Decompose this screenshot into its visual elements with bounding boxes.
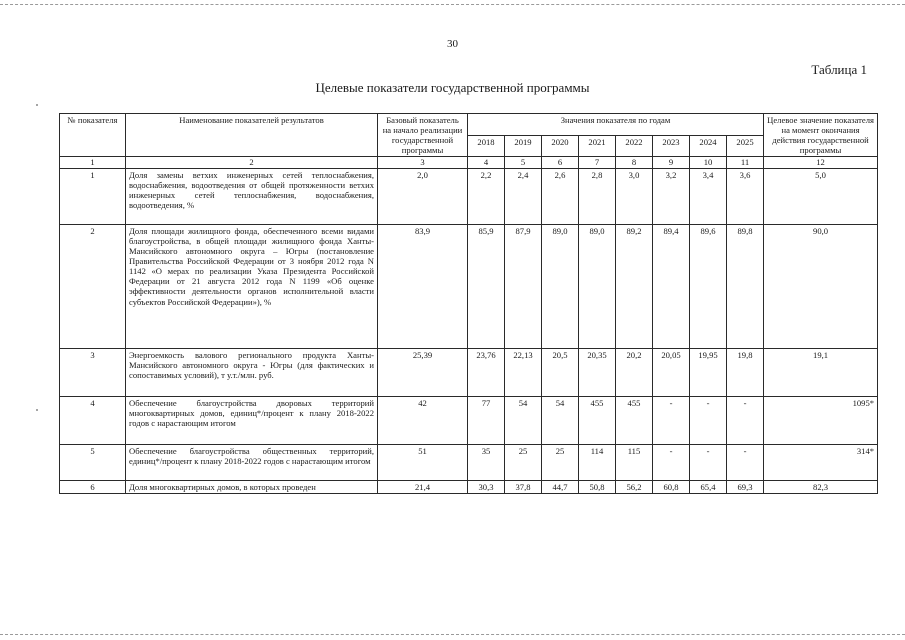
row-year-value: 20,05 — [653, 349, 690, 397]
row-target-value: 1095* — [764, 397, 878, 445]
column-number: 2 — [126, 157, 378, 169]
column-number: 7 — [579, 157, 616, 169]
row-year-value: - — [653, 397, 690, 445]
row-year-value: 89,4 — [653, 225, 690, 349]
header-years-group: Значения показателя по годам — [468, 114, 764, 136]
row-year-value: 89,8 — [727, 225, 764, 349]
row-year-value: 22,13 — [505, 349, 542, 397]
row-year-value: 54 — [542, 397, 579, 445]
row-target-value: 82,3 — [764, 481, 878, 494]
row-year-value: 23,76 — [468, 349, 505, 397]
column-number: 6 — [542, 157, 579, 169]
table-header — [60, 114, 878, 157]
header-indicator-number: № показателя — [60, 114, 126, 157]
row-year-value: 20,35 — [579, 349, 616, 397]
row-year-value: 56,2 — [616, 481, 653, 494]
column-number: 4 — [468, 157, 505, 169]
row-year-value: 60,8 — [653, 481, 690, 494]
column-number: 9 — [653, 157, 690, 169]
row-year-value: 87,9 — [505, 225, 542, 349]
row-target-value: 5,0 — [764, 169, 878, 225]
row-year-value: 89,0 — [542, 225, 579, 349]
scan-edge-bottom — [0, 634, 905, 635]
header-target-value: Целевое значение показателя на момент окончания действия государственной программы — [764, 114, 878, 157]
column-number: 1 — [60, 157, 126, 169]
row-number: 6 — [60, 481, 126, 494]
row-year-value: 69,3 — [727, 481, 764, 494]
row-year-value: 115 — [616, 445, 653, 481]
row-number: 4 — [60, 397, 126, 445]
row-base-value: 25,39 — [378, 349, 468, 397]
header-year: 2019 — [505, 135, 542, 157]
row-number: 5 — [60, 445, 126, 481]
header-year: 2023 — [653, 135, 690, 157]
row-year-value: - — [690, 445, 727, 481]
row-year-value: 50,8 — [579, 481, 616, 494]
row-year-value: 2,8 — [579, 169, 616, 225]
row-year-value: 3,6 — [727, 169, 764, 225]
row-year-value: - — [727, 445, 764, 481]
row-year-value: 37,8 — [505, 481, 542, 494]
row-year-value: 30,3 — [468, 481, 505, 494]
row-indicator-name: Обеспечение благоустройства дворовых территорий многоквартирных домов, единиц*/процент к плану 2018-2022 годов с нарастающим итогом — [126, 397, 378, 445]
row-indicator-name: Обеспечение благоустройства общественных территорий, единиц*/процент к плану 2018-2022 годов с нарастающим итогом — [126, 445, 378, 481]
table-row — [60, 349, 878, 397]
header-year: 2024 — [690, 135, 727, 157]
scan-speck — [36, 409, 38, 411]
header-indicator-name: Наименование показателей результатов — [126, 114, 378, 157]
row-year-value: 35 — [468, 445, 505, 481]
header-row — [60, 114, 878, 136]
row-year-value: 20,2 — [616, 349, 653, 397]
row-number: 3 — [60, 349, 126, 397]
header-year: 2018 — [468, 135, 505, 157]
row-year-value: 77 — [468, 397, 505, 445]
row-year-value: 2,6 — [542, 169, 579, 225]
row-year-value: 19,8 — [727, 349, 764, 397]
row-target-value: 314* — [764, 445, 878, 481]
header-year: 2025 — [727, 135, 764, 157]
row-year-value: - — [727, 397, 764, 445]
row-year-value: 89,2 — [616, 225, 653, 349]
table-label: Таблица 1 — [811, 62, 867, 77]
column-number: 10 — [690, 157, 727, 169]
column-number: 12 — [764, 157, 878, 169]
header-base-value: Базовый показатель на начало реализации государственной программы — [378, 114, 468, 157]
row-base-value: 51 — [378, 445, 468, 481]
table-body — [60, 157, 878, 494]
column-number-row — [60, 157, 878, 169]
row-year-value: 3,0 — [616, 169, 653, 225]
table-row — [60, 445, 878, 481]
row-year-value: 3,4 — [690, 169, 727, 225]
row-indicator-name: Доля многоквартирных домов, в которых проведен — [126, 481, 378, 494]
row-indicator-name: Доля площади жилищного фонда, обеспеченного всеми видами благоустройства, в общей площади жилищного фонда Ханты-Мансийского автономного округа – Югры (постановление Правительства Российской Федерации от 3 ноября 2012 года N 1142 «О мерах по реализации Указа Президента Российской Федерации от 21 августа 2012 года N 1199 «Об оценке эффективности деятельности органов исполнительной власти субъектов Российской Федерации»), % — [126, 225, 378, 349]
row-base-value: 42 — [378, 397, 468, 445]
column-number: 8 — [616, 157, 653, 169]
row-number: 2 — [60, 225, 126, 349]
indicators-table — [59, 113, 878, 494]
document-title: Целевые показатели государственной программы — [315, 80, 590, 95]
row-base-value: 2,0 — [378, 169, 468, 225]
header-year: 2021 — [579, 135, 616, 157]
row-year-value: 65,4 — [690, 481, 727, 494]
row-year-value: 25 — [505, 445, 542, 481]
row-year-value: - — [690, 397, 727, 445]
row-year-value: 85,9 — [468, 225, 505, 349]
column-number: 11 — [727, 157, 764, 169]
row-target-value: 90,0 — [764, 225, 878, 349]
table-row — [60, 481, 878, 494]
row-indicator-name: Энергоемкость валового регионального продукта Ханты-Мансийского автономного округа - Югры (для фактических и сопоставимых условий), т у.т./млн. руб. — [126, 349, 378, 397]
row-base-value: 83,9 — [378, 225, 468, 349]
row-year-value: 44,7 — [542, 481, 579, 494]
row-base-value: 21,4 — [378, 481, 468, 494]
scan-edge-top — [0, 4, 905, 5]
row-target-value: 19,1 — [764, 349, 878, 397]
row-year-value: 54 — [505, 397, 542, 445]
header-year: 2022 — [616, 135, 653, 157]
row-year-value: 114 — [579, 445, 616, 481]
table-row — [60, 225, 878, 349]
row-year-value: 20,5 — [542, 349, 579, 397]
scan-speck — [36, 104, 38, 106]
header-year: 2020 — [542, 135, 579, 157]
column-number: 5 — [505, 157, 542, 169]
row-year-value: 2,2 — [468, 169, 505, 225]
row-year-value: 89,0 — [579, 225, 616, 349]
row-year-value: 25 — [542, 445, 579, 481]
row-indicator-name: Доля замены ветхих инженерных сетей теплоснабжения, водоснабжения, водоотведения от общей протяженности ветхих инженерных сетей теплоснабжения, водоснабжения, водоотведения, % — [126, 169, 378, 225]
column-number: 3 — [378, 157, 468, 169]
table-row — [60, 169, 878, 225]
row-year-value: 89,6 — [690, 225, 727, 349]
row-year-value: 2,4 — [505, 169, 542, 225]
row-year-value: 455 — [616, 397, 653, 445]
row-year-value: 19,95 — [690, 349, 727, 397]
row-year-value: 455 — [579, 397, 616, 445]
page-number: 30 — [447, 38, 458, 50]
table-row — [60, 397, 878, 445]
row-year-value: 3,2 — [653, 169, 690, 225]
row-number: 1 — [60, 169, 126, 225]
row-year-value: - — [653, 445, 690, 481]
